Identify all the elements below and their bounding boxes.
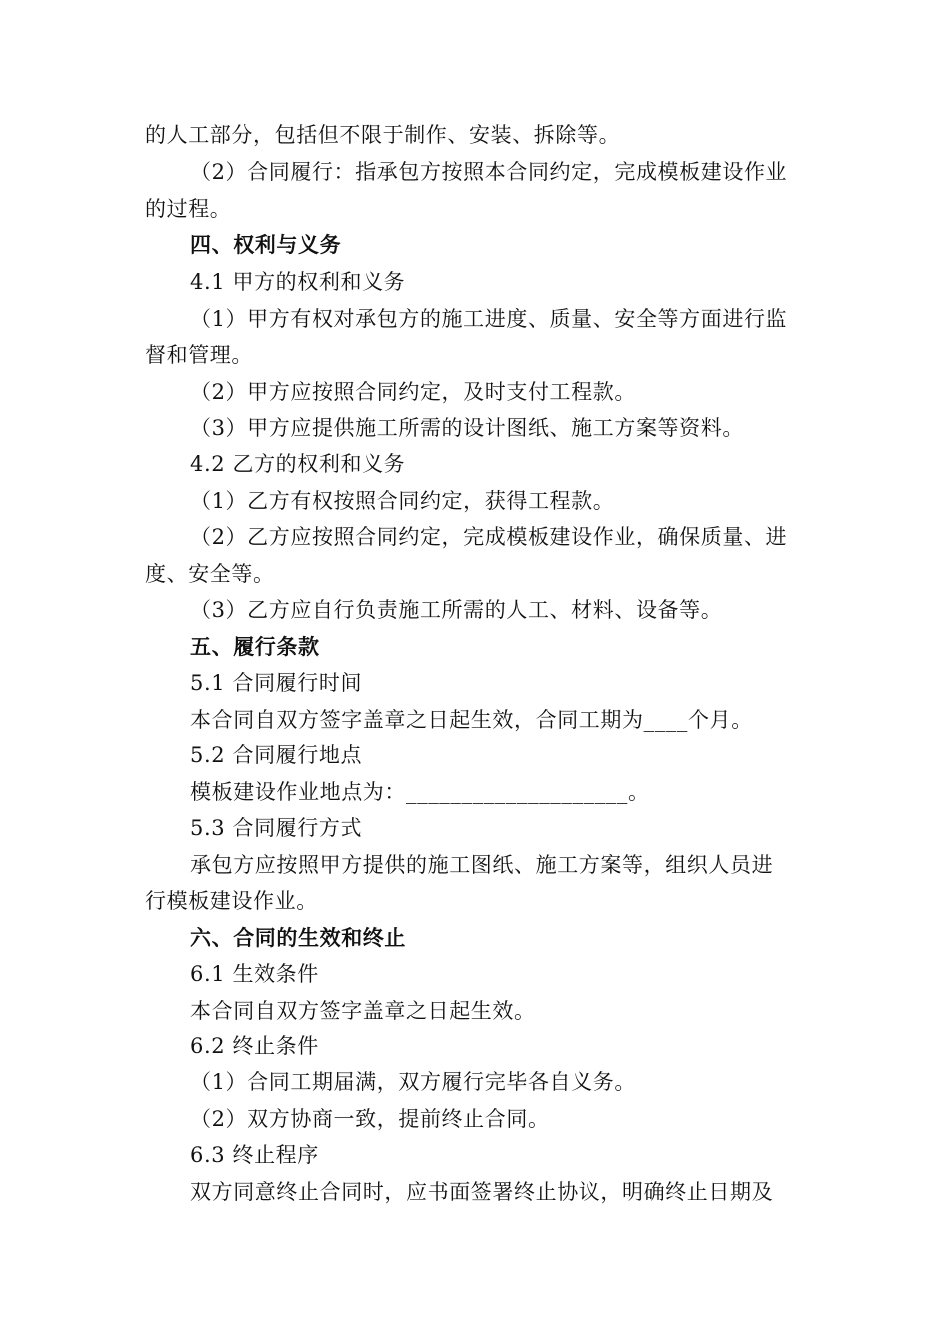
section-heading: 六、合同的生效和终止 <box>190 925 406 950</box>
text-line: 本合同自双方签字盖章之日起生效。 <box>190 999 536 1023</box>
text-line: 的人工部分，包括但不限于制作、安装、拆除等。 <box>145 123 621 147</box>
text-line: 的过程。 <box>145 197 232 221</box>
text-line: 双方同意终止合同时，应书面签署终止协议，明确终止日期及 <box>190 1180 774 1204</box>
subsection-heading: 4.1 甲方的权利和义务 <box>190 270 406 294</box>
subsection-heading: 5.1 合同履行时间 <box>190 671 363 695</box>
subsection-heading: 4.2 乙方的权利和义务 <box>190 452 406 476</box>
text-line: 承包方应按照甲方提供的施工图纸、施工方案等，组织人员进 <box>190 853 774 877</box>
text-line: （1）合同工期届满，双方履行完毕各自义务。 <box>190 1070 636 1094</box>
subsection-heading: 6.3 终止程序 <box>190 1143 319 1167</box>
text-line: （1）乙方有权按照合同约定，获得工程款。 <box>190 489 615 513</box>
subsection-heading: 5.2 合同履行地点 <box>190 743 363 767</box>
text-line: 本合同自双方签字盖章之日起生效，合同工期为____个月。 <box>190 708 753 732</box>
section-heading: 四、权利与义务 <box>190 232 342 257</box>
text-line: 模板建设作业地点为：____________________。 <box>190 780 650 804</box>
text-line: （2）双方协商一致，提前终止合同。 <box>190 1107 550 1131</box>
subsection-heading: 6.2 终止条件 <box>190 1034 319 1058</box>
text-line: 督和管理。 <box>145 343 253 367</box>
text-line: 行模板建设作业。 <box>145 889 318 913</box>
subsection-heading: 5.3 合同履行方式 <box>190 816 363 840</box>
text-line: （2）甲方应按照合同约定，及时支付工程款。 <box>190 380 636 404</box>
subsection-heading: 6.1 生效条件 <box>190 962 319 986</box>
text-line: （3）甲方应提供施工所需的设计图纸、施工方案等资料。 <box>190 416 744 440</box>
text-line: （2）合同履行：指承包方按照本合同约定，完成模板建设作业 <box>190 160 788 184</box>
text-line: （1）甲方有权对承包方的施工进度、质量、安全等方面进行监 <box>190 307 788 331</box>
text-line: （2）乙方应按照合同约定，完成模板建设作业，确保质量、进 <box>190 525 788 549</box>
text-line: （3）乙方应自行负责施工所需的人工、材料、设备等。 <box>190 598 723 622</box>
text-line: 度、安全等。 <box>145 562 275 586</box>
section-heading: 五、履行条款 <box>190 634 320 659</box>
